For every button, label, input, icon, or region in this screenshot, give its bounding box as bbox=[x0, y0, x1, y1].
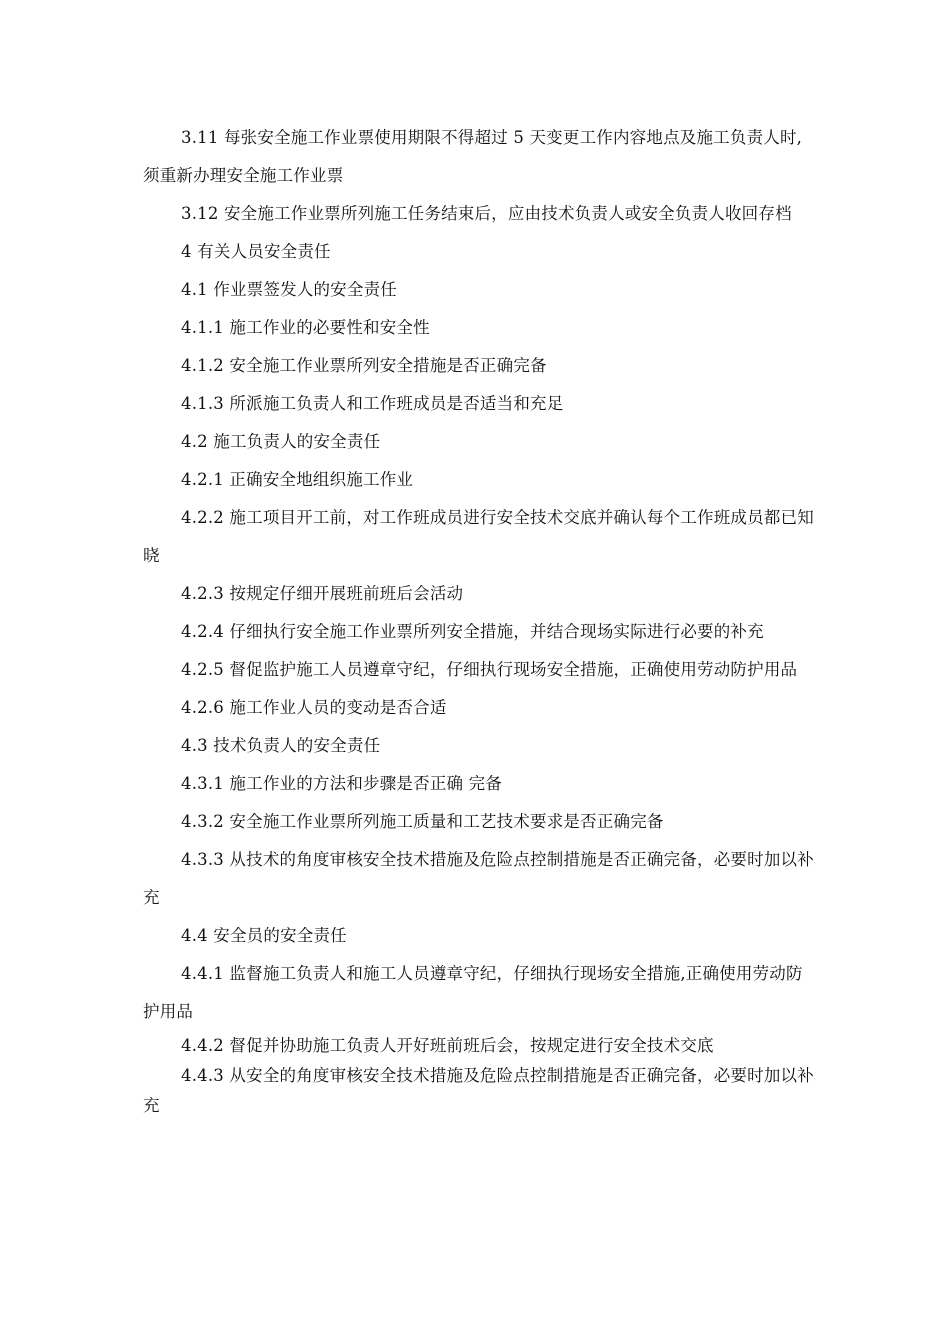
heading-4-4: 4.4 安全员的安全责任 bbox=[181, 926, 347, 945]
paragraph-4-4-3: 4.4.3 从安全的角度审核安全技术措施及危险点控制措施是否正确完备，必要时加以补充 bbox=[143, 1066, 814, 1115]
paragraph-4-2-2: 4.2.2 施工项目开工前，对工作班成员进行安全技术交底并确认每个工作班成员都已知晓 bbox=[143, 508, 814, 565]
paragraph-4-3-2: 4.3.2 安全施工作业票所列施工质量和工艺技术要求是否正确完备 bbox=[181, 812, 664, 831]
paragraph-4-2-4: 4.2.4 仔细执行安全施工作业票所列安全措施，并结合现场实际进行必要的补充 bbox=[181, 622, 764, 641]
paragraph-4-3-3: 4.3.3 从技术的角度审核安全技术措施及危险点控制措施是否正确完备，必要时加以补充 bbox=[143, 850, 814, 907]
paragraph-4-2-5: 4.2.5 督促监护施工人员遵章守纪，仔细执行现场安全措施，正确使用劳动防护用品 bbox=[181, 660, 798, 679]
paragraph-4-1-1: 4.1.1 施工作业的必要性和安全性 bbox=[181, 318, 430, 337]
heading-4-1: 4.1 作业票签发人的安全责任 bbox=[181, 280, 397, 299]
document-page bbox=[143, 119, 815, 1121]
heading-4-2: 4.2 施工负责人的安全责任 bbox=[181, 432, 381, 451]
paragraph-3-11: 3.11 每张安全施工作业票使用期限不得超过 5 天变更工作内容地点及施工负责人时,须重新办理安全施工作业票 bbox=[143, 128, 803, 185]
paragraph-4-3-1: 4.3.1 施工作业的方法和步骤是否正确 完备 bbox=[181, 774, 503, 793]
heading-4: 4 有关人员安全责任 bbox=[181, 242, 331, 261]
paragraph-4-4-1: 4.4.1 监督施工负责人和施工人员遵章守纪，仔细执行现场安全措施,正确使用劳动防护用品 bbox=[143, 964, 803, 1021]
paragraph-4-1-3: 4.1.3 所派施工负责人和工作班成员是否适当和充足 bbox=[181, 394, 564, 413]
paragraph-4-2-3: 4.2.3 按规定仔细开展班前班后会活动 bbox=[181, 584, 464, 603]
paragraph-3-12: 3.12 安全施工作业票所列施工任务结束后，应由技术负责人或安全负责人收回存档 bbox=[181, 204, 792, 223]
heading-4-3: 4.3 技术负责人的安全责任 bbox=[181, 736, 381, 755]
paragraph-4-2-6: 4.2.6 施工作业人员的变动是否合适 bbox=[181, 698, 447, 717]
paragraph-4-1-2: 4.1.2 安全施工作业票所列安全措施是否正确完备 bbox=[181, 356, 547, 375]
paragraph-4-2-1: 4.2.1 正确安全地组织施工作业 bbox=[181, 470, 414, 489]
paragraph-4-4-2: 4.4.2 督促并协助施工负责人开好班前班后会，按规定进行安全技术交底 bbox=[181, 1036, 714, 1055]
